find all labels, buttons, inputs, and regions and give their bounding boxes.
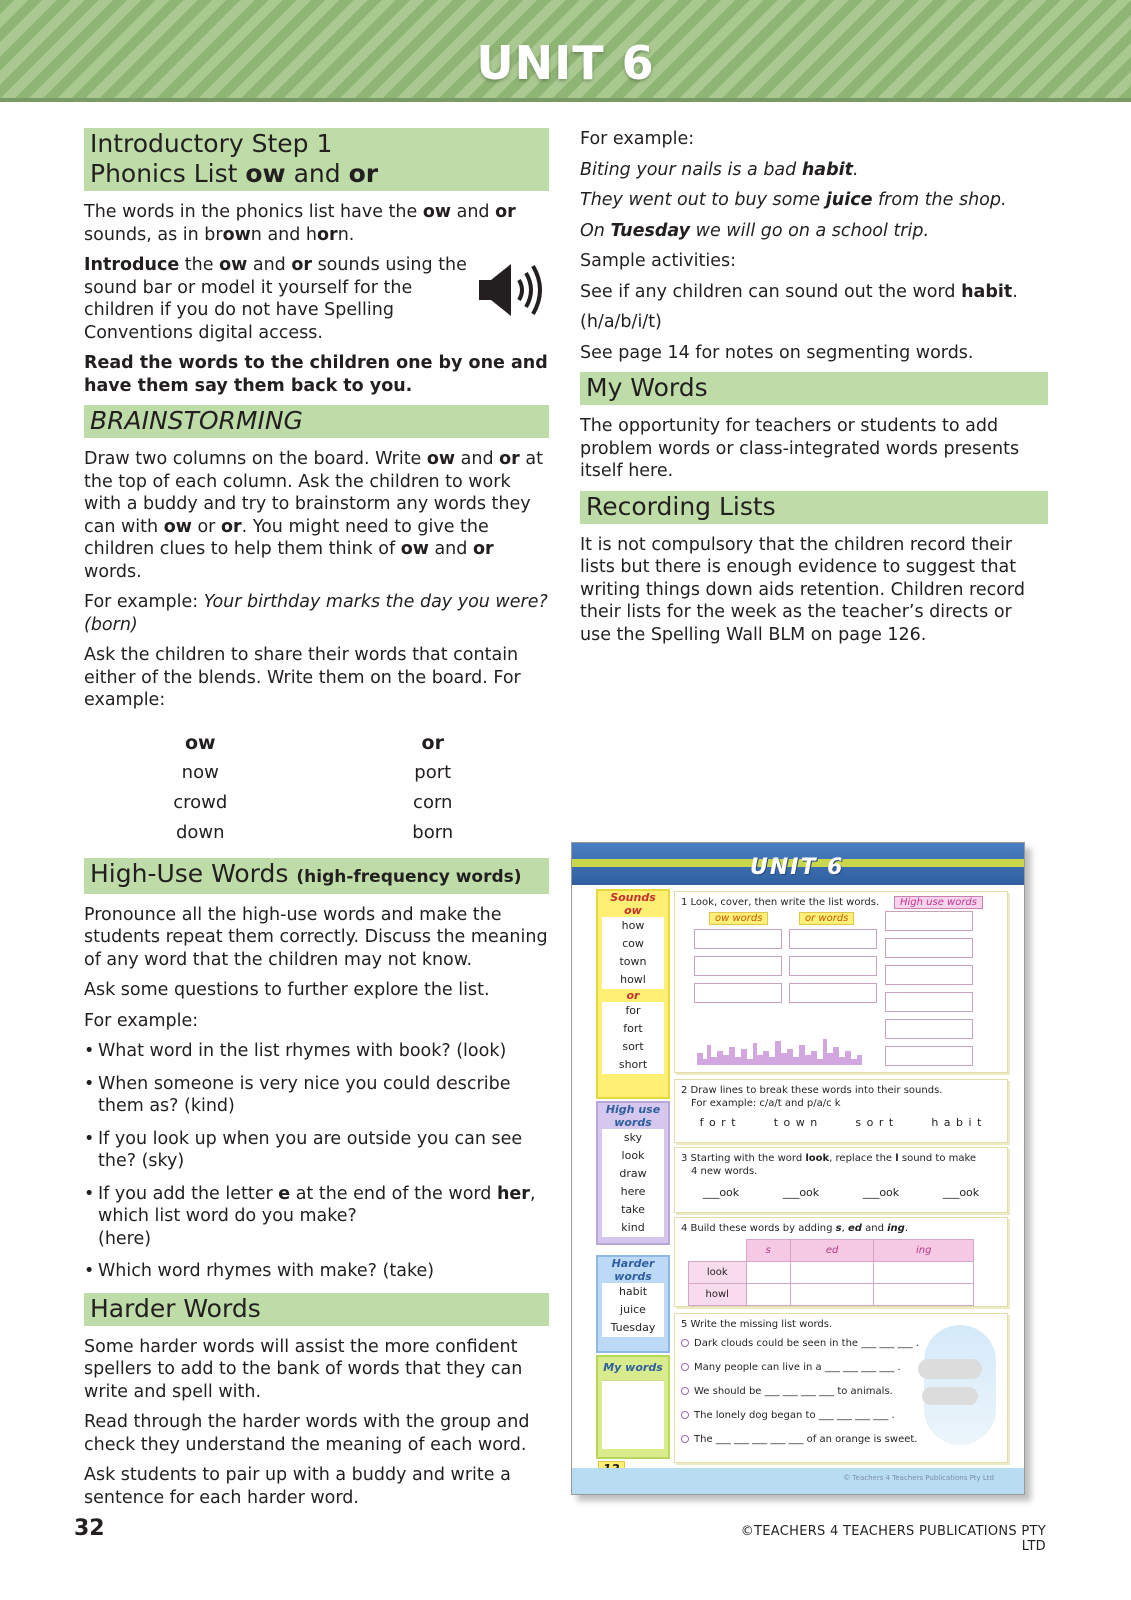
intro-paragraph-3: Read the words to the children one by one and have them say them back to you. bbox=[84, 353, 548, 396]
table-header: ing bbox=[874, 1240, 974, 1262]
unit-banner bbox=[0, 0, 1131, 102]
brainstorming-heading: BRAINSTORMING bbox=[84, 405, 549, 438]
table-cell: now bbox=[181, 761, 219, 783]
example-sentence-3: On Tuesday we will go on a school trip. bbox=[580, 220, 930, 241]
high-use-question-list bbox=[84, 1040, 549, 1283]
list-item: • Which word rhymes with make? (take) bbox=[84, 1260, 549, 1283]
list-item: habit bbox=[602, 1283, 664, 1301]
table-header-ow: ow bbox=[184, 731, 216, 754]
worksheet-thumbnail bbox=[571, 842, 1025, 1495]
brainstorming-paragraph-2: For example: Your birthday marks the day you were? (born) bbox=[84, 592, 548, 635]
list-item: how bbox=[602, 917, 664, 935]
speaker-icon[interactable] bbox=[477, 260, 547, 320]
intro-heading-line1: Introductory Step 1 bbox=[90, 129, 333, 158]
table-cell: port bbox=[414, 761, 452, 783]
table-header-or: or bbox=[421, 731, 444, 754]
table-cell: born bbox=[412, 821, 454, 843]
thumbnail-header bbox=[572, 843, 1024, 885]
sample-activities: Sample activities: bbox=[580, 251, 736, 271]
recording-lists-paragraph: It is not compulsory that the children record their lists but there is enough evidence to suggest that writing things down aids retention. Children record their lists for the week as the teacher’s directs or use the Spelling Wall BLM on page 126. bbox=[580, 534, 1025, 645]
thumbnail-exercise-3 bbox=[674, 1147, 1008, 1213]
exercise-5-text: 5 Write the missing list words. bbox=[681, 1319, 833, 1330]
table-header-row bbox=[84, 728, 549, 758]
exercise-3-subtext: 4 new words. bbox=[691, 1166, 758, 1177]
list-item: draw bbox=[602, 1165, 664, 1183]
table-row bbox=[84, 818, 549, 848]
intro-heading-line2: Phonics List ow and or bbox=[90, 159, 379, 188]
exercise-2-subtext: For example: c/a/t and p/a/c k bbox=[691, 1098, 841, 1109]
table-row bbox=[84, 758, 549, 788]
ow-label: ow bbox=[624, 904, 642, 917]
thumbnail-word-build-table bbox=[688, 1239, 974, 1306]
thumbnail-sounds-panel bbox=[596, 889, 670, 1099]
cloud-icon bbox=[918, 1359, 982, 1379]
table-cell: howl bbox=[689, 1284, 747, 1306]
right-for-example: For example: bbox=[580, 129, 695, 149]
harder-paragraph-1: Some harder words will assist the more confident spellers to add to the bank of words that they can write and spell with. bbox=[84, 1336, 523, 1402]
list-item: • If you add the letter e at the end of the word her, which list word do you make? (here) bbox=[84, 1183, 549, 1251]
exercise-1-text: 1 Look, cover, then write the list words. bbox=[681, 897, 880, 908]
intro-sound-row bbox=[84, 254, 549, 344]
phonics-word-table bbox=[84, 728, 549, 848]
intro-heading bbox=[84, 128, 549, 191]
high-use-paragraph-2: Ask some questions to further explore the list. bbox=[84, 980, 490, 1000]
high-use-paragraph-3: For example: bbox=[84, 1010, 199, 1031]
list-item: sort bbox=[602, 1038, 664, 1056]
footer-copyright: ©TEACHERS 4 TEACHERS PUBLICATIONS PTY LTD bbox=[740, 1524, 1046, 1554]
harder-words-heading: Harder Words bbox=[84, 1293, 549, 1326]
right-column bbox=[580, 128, 1048, 654]
thumbnail-harder-panel bbox=[596, 1255, 670, 1353]
list-item: take bbox=[602, 1201, 664, 1219]
list-item: here bbox=[602, 1183, 664, 1201]
thumbnail-my-words-panel bbox=[596, 1355, 670, 1459]
exercise-3-text: 3 Starting with the word look, replace the l sound to make bbox=[681, 1153, 977, 1164]
segment-word: f o r t bbox=[699, 1116, 737, 1129]
list-item: cow bbox=[602, 935, 664, 953]
brainstorming-paragraph-1: Draw two columns on the board. Write ow and or at the top of each column. Ask the children to work with a buddy and try to brainstorm any words they can with ow or or. You might need to give the children clues to help them think of ow and or words. bbox=[84, 449, 543, 582]
cloud-icon bbox=[922, 1387, 978, 1405]
table-header: s bbox=[746, 1240, 790, 1262]
list-item: sky bbox=[602, 1129, 664, 1147]
list-item: The lonely dog began to ___ ___ ___ ___ . bbox=[681, 1409, 1001, 1422]
sample-activity-1: See if any children can sound out the word habit. bbox=[580, 281, 1018, 302]
table-header: ed bbox=[790, 1240, 874, 1262]
brainstorming-paragraph-3: Ask the children to share their words that contain either of the blends. Write them on the board. For example: bbox=[84, 645, 521, 710]
list-item: Dark clouds could be seen in the ___ ___ ___ . bbox=[681, 1337, 1001, 1350]
list-item: short bbox=[602, 1056, 664, 1074]
my-words-heading: My Words bbox=[580, 372, 1048, 405]
list-item: look bbox=[602, 1147, 664, 1165]
my-words-paragraph: The opportunity for teachers or students to add problem words or class-integrated words presents itself here. bbox=[580, 416, 1020, 481]
example-sentence-1: Biting your nails is a bad habit. bbox=[580, 159, 859, 180]
example-sentence-2: They went out to buy some juice from the shop. bbox=[580, 190, 1007, 210]
table-row bbox=[689, 1262, 974, 1284]
high-use-tag: High use words bbox=[894, 896, 983, 909]
blank-word: ___ook bbox=[862, 1186, 900, 1199]
harder-paragraph-3: Ask students to pair up with a buddy and write a sentence for each harder word. bbox=[84, 1465, 511, 1508]
or-label: or bbox=[626, 989, 640, 1002]
blank-word: ___ook bbox=[782, 1186, 820, 1199]
list-item: Many people can live in a ___ ___ ___ ___ . bbox=[681, 1361, 1001, 1374]
list-item: The ___ ___ ___ ___ ___ of an orange is sweet. bbox=[681, 1433, 1001, 1446]
ow-words-tag: ow words bbox=[709, 912, 768, 925]
thumbnail-copyright: © Teachers 4 Teachers Publications Pty Ltd bbox=[843, 1474, 994, 1482]
unit-title: UNIT 6 bbox=[476, 36, 655, 90]
list-item: • When someone is very nice you could describe them as? (kind) bbox=[84, 1073, 549, 1118]
exercise-4-text: 4 Build these words by adding s, ed and ing. bbox=[681, 1223, 908, 1234]
sample-activity-3: See page 14 for notes on segmenting words. bbox=[580, 342, 974, 363]
list-item: kind bbox=[602, 1219, 664, 1237]
table-row bbox=[84, 788, 549, 818]
segment-word: h a b i t bbox=[931, 1116, 983, 1129]
thumbnail-title: UNIT 6 bbox=[750, 855, 845, 880]
thumbnail-exercise-2 bbox=[674, 1079, 1008, 1143]
recording-lists-heading: Recording Lists bbox=[580, 491, 1048, 524]
harder-paragraph-2: Read through the harder words with the group and check they understand the meaning of each word. bbox=[84, 1412, 530, 1455]
sounds-label: Sounds bbox=[610, 891, 656, 904]
list-item: We should be ___ ___ ___ ___ to animals. bbox=[681, 1385, 1001, 1398]
list-item: Tuesday bbox=[602, 1319, 664, 1337]
high-use-paragraph-1: Pronounce all the high-use words and make the students repeat them correctly. Discuss the meaning of any word that the children may not know. bbox=[84, 904, 548, 970]
blank-word: ___ook bbox=[942, 1186, 980, 1199]
blank-word: ___ook bbox=[702, 1186, 740, 1199]
high-use-label: High use words bbox=[605, 1103, 661, 1129]
sky-image bbox=[924, 1325, 996, 1445]
table-cell: look bbox=[689, 1262, 747, 1284]
list-item: fort bbox=[602, 1020, 664, 1038]
table-cell: crowd bbox=[173, 791, 228, 813]
intro-paragraph-1: The words in the phonics list have the ow and or sounds, as in brown and horn. bbox=[84, 202, 516, 245]
city-skyline-icon bbox=[697, 1037, 862, 1065]
intro-paragraph-2: Introduce the ow and or sounds using the sound bar or model it yourself for the children if you do not have Spelling Conventions digital access. bbox=[84, 255, 467, 343]
list-item: howl bbox=[602, 971, 664, 989]
high-use-heading: High-Use Words (high-frequency words) bbox=[84, 858, 549, 894]
exercise-2-text: 2 Draw lines to break these words into their sounds. bbox=[681, 1085, 943, 1096]
table-cell: down bbox=[175, 821, 225, 843]
list-item: • If you look up when you are outside you can see the? (sky) bbox=[84, 1128, 549, 1173]
my-words-label: My words bbox=[603, 1361, 663, 1374]
list-item: juice bbox=[602, 1301, 664, 1319]
left-column bbox=[84, 128, 549, 1517]
page-number: 32 bbox=[74, 1516, 105, 1541]
segment-word: t o w n bbox=[773, 1116, 819, 1129]
thumbnail-high-use-panel bbox=[596, 1101, 670, 1245]
sample-activity-2: (h/a/b/i/t) bbox=[580, 312, 662, 332]
segment-word: s o r t bbox=[855, 1116, 895, 1129]
list-item: • What word in the list rhymes with book? (look) bbox=[84, 1040, 549, 1063]
harder-label: Harder words bbox=[611, 1257, 655, 1283]
table-cell: corn bbox=[413, 791, 453, 813]
list-item: town bbox=[602, 953, 664, 971]
table-row bbox=[689, 1284, 974, 1306]
or-words-tag: or words bbox=[799, 912, 854, 925]
list-item: for bbox=[602, 1002, 664, 1020]
